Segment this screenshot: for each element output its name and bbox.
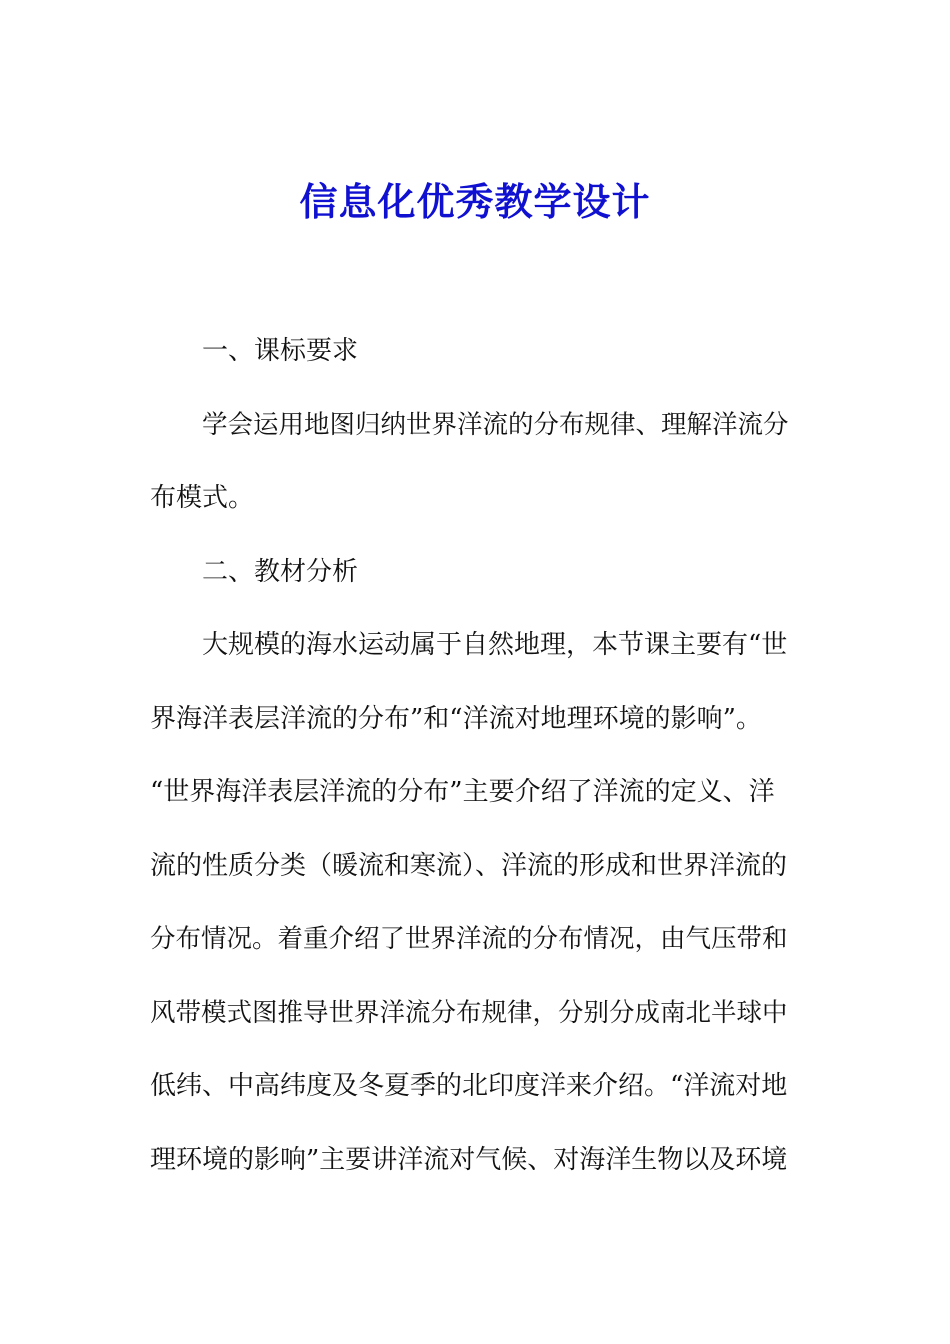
section-heading-curriculum: 一、课标要求 [202, 336, 359, 366]
paragraph-line: 大规模的海水运动属于自然地理，本节课主要有“世 [202, 630, 788, 660]
paragraph-line: 学会运用地图归纳世界洋流的分布规律、理解洋流分 [202, 409, 789, 440]
paragraph-line: 分布情况。着重介绍了世界洋流的分布情况，由气压带和 [150, 924, 788, 954]
paragraph-line: 风带模式图推导世界洋流分布规律，分别分成南北半球中 [150, 997, 788, 1028]
section-heading-textbook: 二、教材分析 [202, 556, 359, 587]
paragraph-line: “世界海洋表层洋流的分布”主要介绍了洋流的定义、洋 [150, 777, 775, 807]
paragraph-line: 布模式。 [150, 483, 255, 513]
paragraph-line: 理环境的影响”主要讲洋流对气候、对海洋生物以及环境 [150, 1144, 788, 1175]
document-title: 信息化优秀教学设计 [299, 179, 651, 224]
paragraph-line: 界海洋表层洋流的分布”和“洋流对地理环境的影响”。 [150, 703, 762, 734]
paragraph-line: 低纬、中高纬度及冬夏季的北印度洋来介绍。“洋流对地 [150, 1071, 788, 1101]
paragraph-line: 流的性质分类（暖流和寒流）、洋流的形成和世界洋流的 [150, 850, 788, 881]
document-body [150, 330, 792, 1212]
